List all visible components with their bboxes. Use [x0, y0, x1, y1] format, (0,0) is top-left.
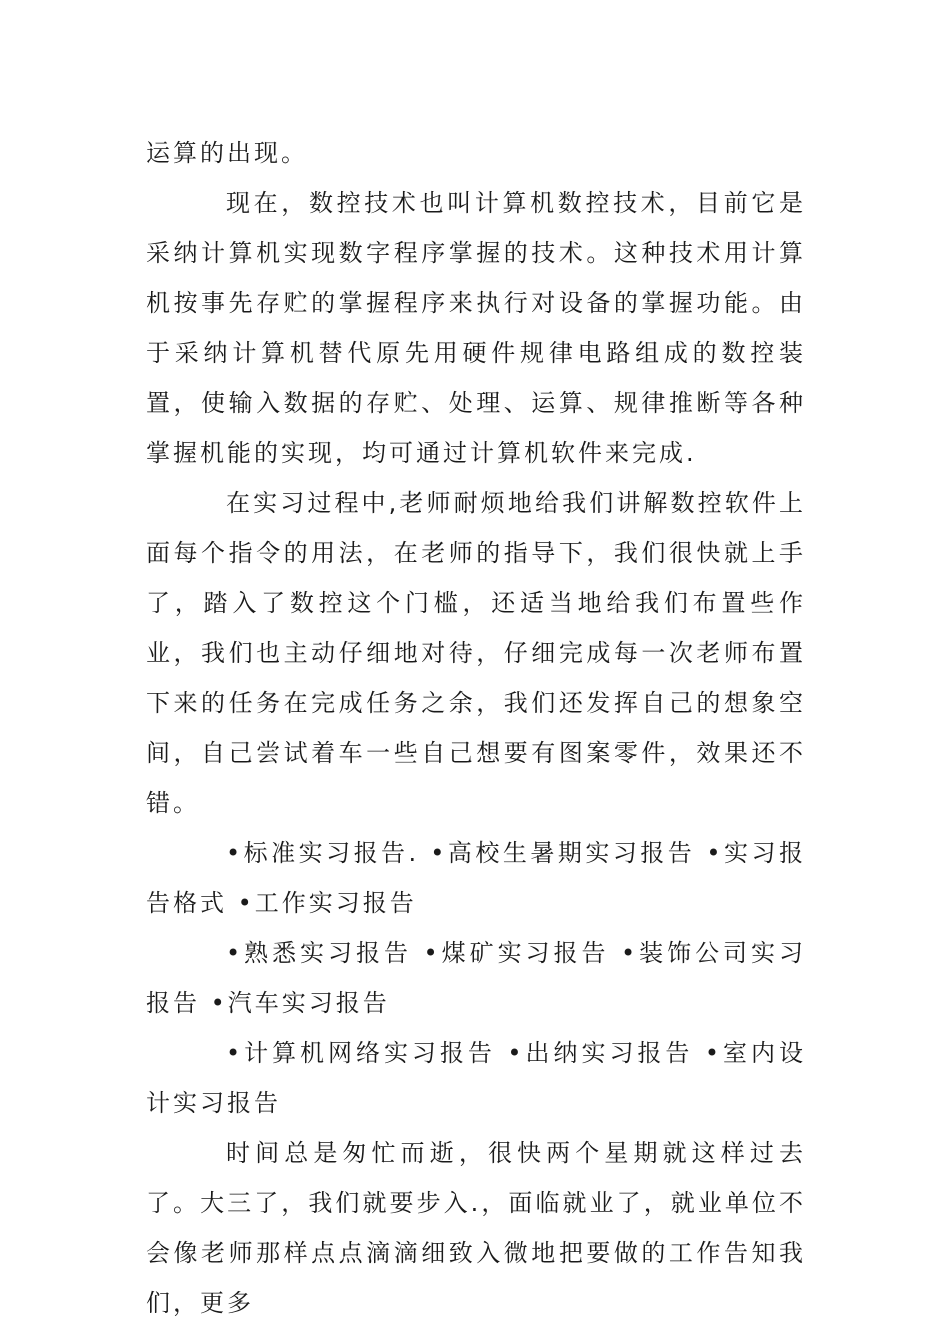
paragraph-time-passes: 时间总是匆忙而逝，很快两个星期就这样过去了。大三了，我们就要步入.，面临就业了，就业单位不会像老师那样点点滴滴细致入微地把要做的工作告知我们，更多 [146, 1139, 806, 1317]
paragraph-continuation: 运算的出现。 [146, 139, 308, 167]
related-links-row-1[interactable]: •标准实习报告. •高校生暑期实习报告 •实习报告格式 •工作实习报告 [146, 839, 806, 917]
related-links-row-2[interactable]: •熟悉实习报告 •煤矿实习报告 •装饰公司实习报告 •汽车实习报告 [146, 939, 806, 1017]
related-links-row-3[interactable]: •计算机网络实习报告 •出纳实习报告 •室内设计实习报告 [146, 1039, 806, 1117]
paragraph-internship-process: 在实习过程中,老师耐烦地给我们讲解数控软件上面每个指令的用法，在老师的指导下，我们很快就上手了，踏入了数控这个门槛，还适当地给我们布置些作业，我们也主动仔细地对待，仔细完成每一次老师布置下来的任务在完成任务之余，我们还发挥自己的想象空间，自己尝试着车一些自己想要有图案零件，效果还不错。 [146, 489, 806, 817]
paragraph-cnc-technology: 现在，数控技术也叫计算机数控技术，目前它是采纳计算机实现数字程序掌握的技术。这种技术用计算机按事先存贮的掌握程序来执行对设备的掌握功能。由于采纳计算机替代原先用硬件规律电路组成的数控装置，使输入数据的存贮、处理、运算、规律推断等各种掌握机能的实现，均可通过计算机软件来完成. [146, 189, 806, 467]
document-body [146, 128, 806, 1328]
